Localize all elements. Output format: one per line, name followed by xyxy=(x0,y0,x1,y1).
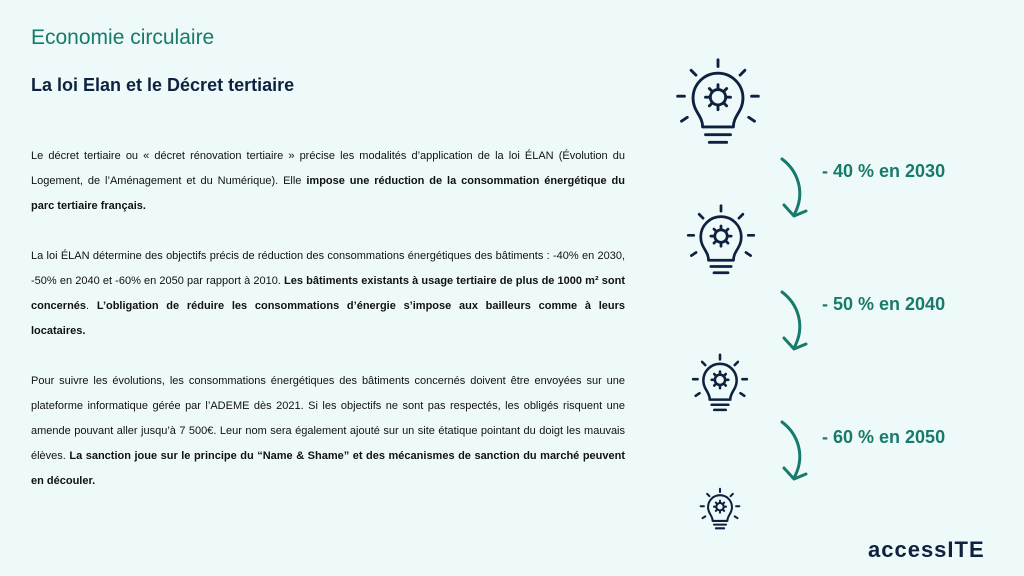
paragraph-1: Le décret tertiaire ou « décret rénovation tertiaire » précise les modalités d’application de la loi ÉLAN (Évolution du Logement, de l’Aménagement et du Numérique). Elle impose une réduction de la consommation énergétique du parc tertiaire français. xyxy=(31,150,625,212)
target-2040: - 50 % en 2040 xyxy=(822,294,946,314)
lightbulb-gear-icon xyxy=(697,484,743,534)
paragraph-3: Pour suivre les évolutions, les consommations énergétiques des bâtiments concernés doivent être envoyées sur une plateforme informatique gérée par l’ADEME dès 2021. Si les objectifs ne sont pas respectés, les obligés risquent une amende pouvant aller jusqu’à 7 500€. Leur nom sera également ajouté sur un site étatique pointant du doigt les mauvais élèves. La sanction joue sur le principe du “Name & Shame” et des mécanismes de sanction du marché peuvent en découler. xyxy=(31,375,625,487)
lightbulb-gear-icon xyxy=(682,198,760,282)
section-title: Economie circulaire xyxy=(31,26,215,49)
curved-arrow-down-icon xyxy=(776,418,824,484)
body-text xyxy=(31,144,625,519)
curved-arrow-down-icon xyxy=(776,155,824,221)
target-2050: - 60 % en 2050 xyxy=(822,427,946,447)
page-title: La loi Elan et le Décret tertiaire xyxy=(31,75,295,95)
target-2030: - 40 % en 2030 xyxy=(822,161,946,181)
paragraph-2: La loi ÉLAN détermine des objectifs précis de réduction des consommations énergétiques des bâtiments : -40% en 2030, -50% en 2040 et -60% en 2050 par rapport à 2010. Les bâtiments existants à usage tertiaire de plus de 1000 m² sont concernés. L’obligation de réduire les consommations d’énergie s’impose aux bailleurs comme à leurs locataires. xyxy=(31,250,625,337)
lightbulb-gear-icon xyxy=(688,348,752,418)
lightbulb-gear-icon xyxy=(670,50,766,154)
brand-logo: accessITE xyxy=(868,537,985,562)
curved-arrow-down-icon xyxy=(776,288,824,354)
